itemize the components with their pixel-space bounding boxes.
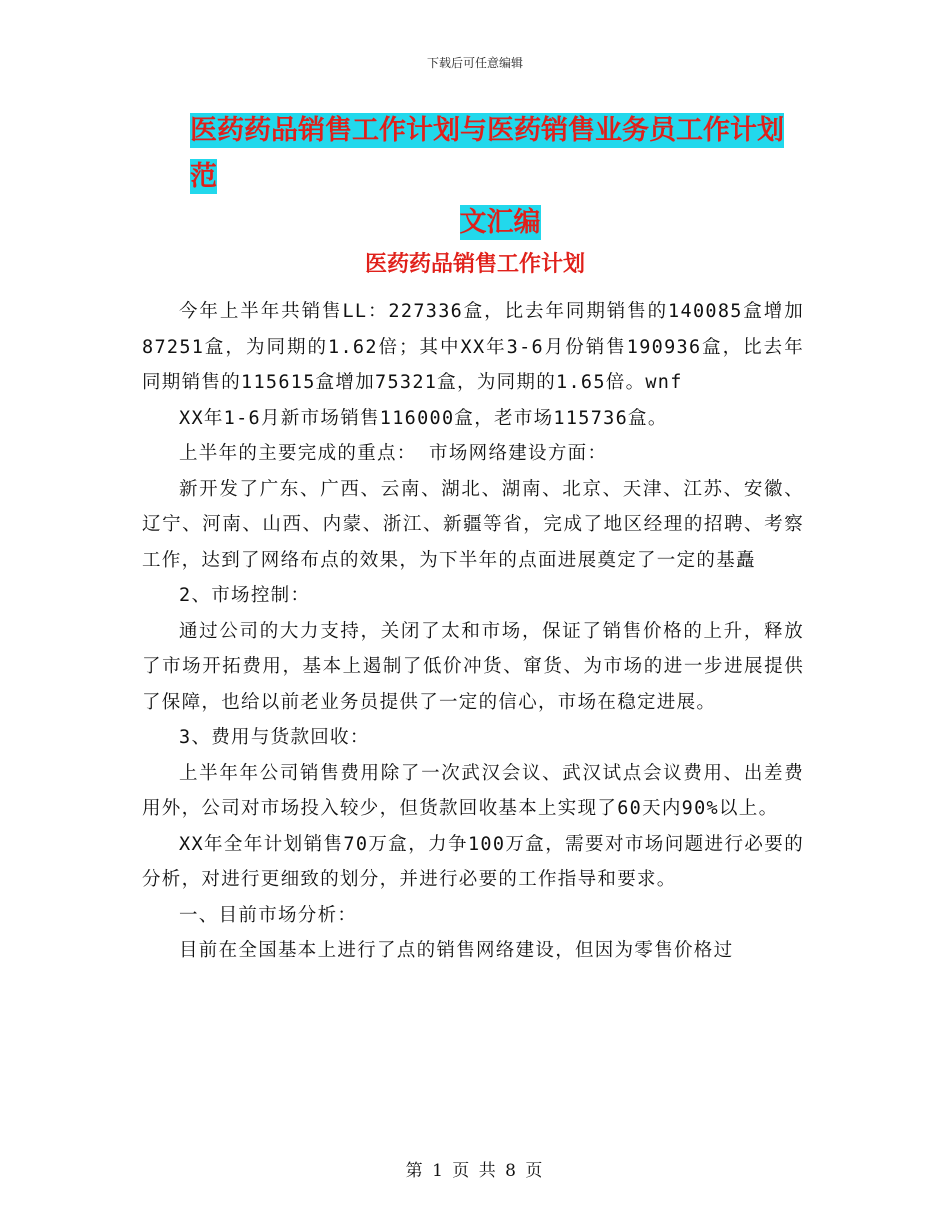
document-body bbox=[142, 294, 804, 969]
paragraph: XX年1-6月新市场销售116000盒，老市场115736盒。 bbox=[179, 407, 668, 429]
paragraph: 新开发了广东、广西、云南、湖北、湖南、北京、天津、江苏、安徽、辽宁、河南、山西、内蒙、浙江、新疆等省，完成了地区经理的招聘、考察工作，达到了网络布点的效果，为下半年的点面进展奠定了一定的基矗 bbox=[142, 478, 804, 571]
paragraph: 目前在全国基本上进行了点的销售网络建设，但因为零售价格过 bbox=[179, 940, 734, 961]
paragraph: 一、目前市场分析： bbox=[179, 904, 358, 926]
paragraph: 今年上半年共销售LL：227336盒，比去年同期销售的140085盒增加87251盒，为同期的1.62倍；其中XX年3-6月份销售190936盒，比去年同期销售的115615盒增加75321盒，为同期的1.65倍。wnf bbox=[142, 301, 804, 393]
header-note: 下载后可任意编辑 bbox=[426, 56, 523, 70]
paragraph: 上半年年公司销售费用除了一次武汉会议、武汉试点会议费用、出差费用外，公司对市场投入较少，但货款回收基本上实现了60天内90%以上。 bbox=[142, 762, 804, 819]
title-line-2: 文汇编 bbox=[459, 207, 541, 238]
paragraph: 2、市场控制： bbox=[179, 585, 311, 606]
page-number-footer: 第 1 页 共 8 页 bbox=[405, 1161, 545, 1181]
paragraph: 上半年的主要完成的重点： 市场网络建设方面： bbox=[179, 443, 608, 464]
section-title: 医药药品销售工作计划 bbox=[364, 252, 585, 277]
document-title bbox=[190, 108, 810, 246]
paragraph: XX年全年计划销售70万盒，力争100万盒，需要对市场问题进行必要的分析，对进行更细致的划分，并进行必要的工作指导和要求。 bbox=[142, 833, 804, 890]
title-line-1: 医药药品销售工作计划与医药销售业务员工作计划范 bbox=[190, 115, 784, 192]
paragraph: 通过公司的大力支持，关闭了太和市场，保证了销售价格的上升，释放了市场开拓费用，基本上遏制了低价冲货、窜货、为市场的进一步进展提供了保障，也给以前老业务员提供了一定的信心，市场在稳定进展。 bbox=[142, 620, 804, 713]
paragraph: 3、费用与货款回收： bbox=[179, 727, 370, 748]
